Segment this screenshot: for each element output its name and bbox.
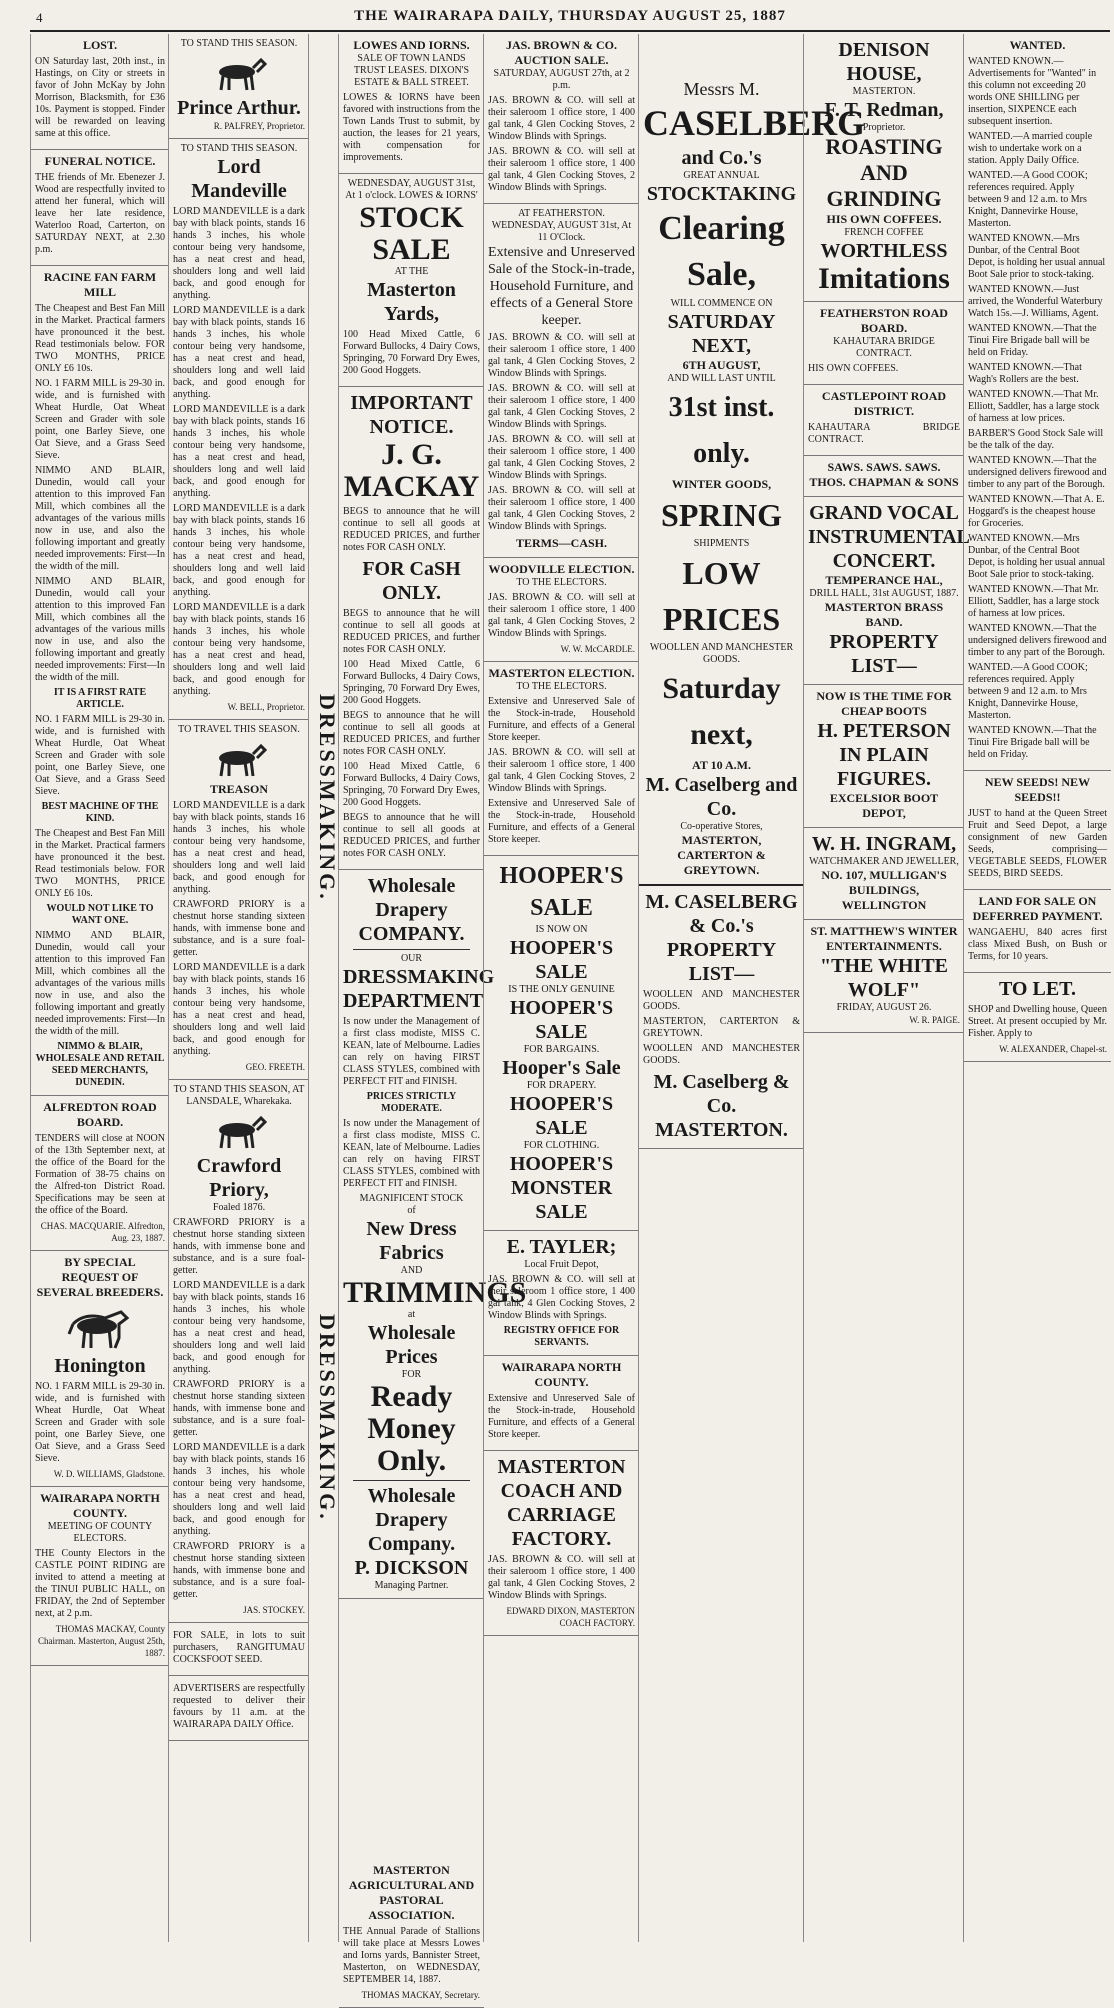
tayler-body: JAS. BROWN & CO. will sell at their saleroom 1 office store, 1 400 gal tank, 4 Glen Cocking Stoves, 2 Window Blinds with Springs. [488,1274,635,1321]
dressmaking-department: DRESSMAKING DEPARTMENT [343,966,495,1012]
funeral-notice-ad [31,150,169,266]
last-until: AND WILL LAST UNTIL [667,373,776,384]
stand-prince-arthur-ad [169,34,309,139]
winter-goods: WINTER GOODS, [671,477,772,491]
peterson-name: H. PETERSON [817,720,951,742]
kahautara: KAHAUTARA BRIDGE CONTRACT. [833,336,935,359]
north-county-body: Extensive and Unreserved Sale of the Stock-in-trade, Household Furniture, and effects of a General Store keeper. [488,1393,635,1440]
column-1 [30,34,169,1942]
towns: MASTERTON, CARTERTON & GREYTOWN. [677,833,766,877]
woollen-goods: WOOLLEN AND MANCHESTER GOODS. [649,642,794,665]
masterton-election-heading: MASTERTON ELECTION. [488,666,635,680]
mackay-prices-3: BEGS to announce that he will continue to sell all goods at REDUCED PRICES, and further notes FOR CASH ONLY. [343,710,480,757]
magnificent-stock: MAGNIFICENT STOCK [359,1193,464,1204]
featherston-list-2: JAS. BROWN & CO. will sell at their saleroom 1 office store, 1 400 gal tank, 4 Glen Cocking Stoves, 2 Window Blinds with Springs. [488,383,635,430]
north-signature: THOMAS MACKAY, County Chairman. Masterton, August 25th, 1887. [38,1624,165,1658]
lost-body: ON Saturday last, 20th inst., in Hastings, on City or streets in favor of John McKay by John Morrison, Blacksmith, for £36 10s. Payment is stopped. Finder will be rewarded on leaving same at this office. [35,56,165,139]
only-genuine: IS THE ONLY GENUINE [508,984,615,995]
featherston-board-ad [804,302,964,385]
to-let-signature: W. ALEXANDER, Chapel-st. [999,1044,1107,1054]
prices-moderate: PRICES STRICTLY MODERATE. [366,1091,457,1114]
manager-name: P. DICKSON [354,1557,469,1579]
castlepoint-heading: CASTLEPOINT ROAD DISTRICT. [821,389,947,418]
st-matthews-ad [804,920,964,1033]
wanted-11: WANTED KNOWN.—That A. E. Hoggard's is the cheapest house for Groceries. [968,494,1105,529]
wanted-6b: WANTED KNOWN.—That the Tinui Fire Brigade ball will be held on Friday. [968,725,1097,760]
mackay-prices-4: 100 Head Mixed Cattle, 6 Forward Bullocks, 4 Dairy Cows, Springing, 70 Forward Dry Ewes, 200 Good Hoggets. [343,761,480,808]
breeders-signature: W. D. WILLIAMS, Gladstone. [53,1469,165,1479]
wanted-heading: WANTED. [1009,38,1066,52]
alfredton-heading: ALFREDTON ROAD BOARD. [43,1100,157,1129]
election-body-2: JAS. BROWN & CO. will sell at their saleroom 1 office store, 1 400 gal tank, 4 Glen Cocking Stoves, 2 Window Blinds with Springs. [488,747,635,794]
land-body: WANGAEHU, 840 acres first class Mixed Bush, on Bush or Terms, for 10 years. [968,927,1107,962]
denison-name: DENISON HOUSE, [838,39,930,85]
racine-body-3b: NIMMO AND BLAIR, Dunedin, would call your attention to this improved Fan Mill, which combines all the advantages of the various mills now in use, and also the following important and greatly needed improvements: First—In the width of the mill. [35,930,165,1037]
woodville-body: JAS. BROWN & CO. will sell at their saleroom 1 office store, 1 400 gal tank, 4 Glen Cocking Stoves, 2 Window Blinds with Springs. [488,592,635,639]
lowes-subheading: SALE OF TOWN LANDS TRUST LEASES. DIXON'S ESTATE & BALL STREET. [353,53,470,88]
woodville-ad [484,558,639,662]
lord-mandeville-body-3: LORD MANDEVILLE is a dark bay with black points, stands 16 hands 3 inches, his whole contour being very handsome, has a neat crest and head, shoulders long and well laid back, and good enough for anything. [173,404,305,499]
north-heading: WAIRARAPA NORTH COUNTY. [40,1491,160,1520]
and-cos: and Co.'s [681,147,762,169]
wholesale-prices: Wholesale Prices [367,1322,456,1368]
saws-heading: SAWS. SAWS. SAWS. [827,460,941,474]
masterton-election-ad [484,662,639,856]
hoopers-monster-sale: HOOPER'S MONSTER SALE [509,1153,614,1223]
dressmaking-vertical-2: DRESSMAKING. [315,1314,340,1522]
kahautara-body: HIS OWN COFFEES. [808,363,899,374]
of-label: of [407,1205,416,1216]
ready-money-only: Ready Money Only. [367,1380,456,1477]
auction-date: SATURDAY, AUGUST 27th, at 2 p.m. [493,68,630,91]
masterton-ag-ad [339,1859,484,2008]
excelsior: EXCELSIOR BOOT DEPOT, [829,791,939,820]
property-list-ad [639,886,804,1149]
tayler-ad [484,1231,639,1356]
wanted-3: WANTED.—A Good COOK; references required. Apply between 9 and 12 a.m. to Mrs Knight, Dannevirke House, Masterton. [968,170,1088,229]
lord-mandeville-name: Lord Mandeville [191,156,287,202]
peterson-ad [804,685,964,828]
horse-name: Honington [54,1355,146,1377]
wanted-7: WANTED KNOWN.—That Wagh's Rollers are the best. [968,362,1082,385]
dressmaking-body-2: Is now under the Management of a first class modiste, MISS C. KEAN, late of Melbourne. Ladies can rely on having FIRST CLASS STYLES, combined with PERFECT FIT and FINISH. [343,1118,480,1189]
crawford-priory-name: Crawford Priory, [196,1155,282,1201]
mackay-prices-2: 100 Head Mixed Cattle, 6 Forward Bullocks, 4 Dairy Cows, Springing, 70 Forward Dry Ewes, 200 Good Hoggets. [343,659,480,706]
stock-sale-heading: STOCK SALE [359,201,464,266]
treason-body-2: CRAWFORD PRIORY is a chestnut horse standing sixteen hands, with immense bone and substance, and is a sure foal-getter. [173,899,305,958]
breeders-body: NO. 1 FARM MILL is 29-30 in. wide, and is furnished with Wheat Hurdle, Oat Wheat Screen and Grader with sole point, one Barley Sieve, one Oat Sieve, and a Grass Seed Sieve. [35,1381,165,1464]
column-2 [168,34,309,1942]
advertisers-body: ADVERTISERS are respectfully requested to deliver their favours by 11 a.m. at the WAIRARAPA DAILY Office. [173,1683,305,1730]
masterton-brass: MASTERTON BRASS BAND. [824,600,944,629]
ingram-ad [804,828,964,920]
mackay-ad [339,387,484,870]
would-not-lose: WOULD NOT LIKE TO WANT ONE. [46,903,154,926]
treason-body-3: LORD MANDEVILLE is a dark bay with black points, stands 16 hands 3 inches, his whole contour being very handsome, has a neat crest and head, shoulders long and well laid back, and good enough for anything. [173,962,305,1057]
manager-title: Managing Partner. [374,1580,449,1591]
cash-only: FOR CaSH ONLY. [362,558,461,604]
sale-date: 6TH AUGUST, [682,358,761,372]
coach-factory-ad [484,1451,639,1636]
wanted-1: WANTED KNOWN.—Advertisements for "Wanted" in this column not exceeding 20 words ONE SHILLING per insertion, SIXPENCE each subsequent insertion. [968,56,1097,127]
stocktaking: STOCKTAKING [646,183,797,205]
property-body: WOOLLEN AND MANCHESTER GOODS. [643,989,800,1012]
coop-stores: Co-operative Stores, [680,821,763,832]
at-label: at [407,1309,416,1320]
treason-body: LORD MANDEVILLE is a dark bay with black points, stands 16 hands 3 inches, his whole contour being very handsome, has a neat crest and head, shoulders long and well laid back, and good enough for anything. [173,800,305,895]
coach-signature: EDWARD DIXON, MASTERTON COACH FACTORY. [506,1606,635,1628]
lord-mandeville-body: LORD MANDEVILLE is a dark bay with black points, stands 16 hands 3 inches, his whole contour being very handsome, has a neat crest and head, shoulders long and well laid back, and good enough for anything. [173,206,305,301]
wholesale-drapery-ad [339,870,527,1599]
masterton-sign: MASTERTON. [655,1119,788,1141]
auction-heading: AUCTION SALE. [514,53,609,67]
column-4 [338,34,527,2000]
racine-body-3: NIMMO AND BLAIR, Dunedin, would call your attention to this improved Fan Mill, which combines all the advantages of the various mills now in use, and also the following important and greatly needed improvements: First—In the width of the mill. [35,576,165,683]
crawford-body-4: LORD MANDEVILLE is a dark bay with black points, stands 16 hands 3 inches, his whole contour being very handsome, has a neat crest and head, shoulders long and well laid back, and good enough for anything. [173,1442,305,1537]
featherston-body: Extensive and Unreserved Sale of the Stock-in-trade, Household Furniture, and effects of a General Store keeper. [488,245,635,328]
denison-masterton: MASTERTON. [852,86,916,97]
north-county-heading: WAIRARAPA NORTH COUNTY. [501,1360,622,1389]
racine-mill-ad [31,266,169,1096]
mackay-name: J. G. MACKAY [343,438,480,503]
lowes-heading: LOWES AND IORNS. [353,38,470,52]
racine-heading: RACINE FAN FARM MILL [43,270,157,299]
jas-brown-ad [484,34,639,204]
hoopers-sale-4: Hooper's Sale [502,1057,621,1079]
stock-sale-ad [339,174,484,387]
property-list-heading: M. CASELBERG & Co.'s PROPERTY LIST— [645,891,798,985]
imitations: Imitations [818,262,950,295]
own-coffees: HIS OWN COFFEES. [826,212,942,226]
land-heading: LAND FOR SALE ON DEFERRED PAYMENT. [972,894,1103,923]
wdc-name: Wholesale Drapery Company. [367,1485,456,1555]
registry-office: REGISTRY OFFICE FOR SERVANTS. [503,1325,620,1348]
paige-signature: W. R. PAIGE. [909,1015,960,1025]
saturday-next-2: Saturday next, [662,672,781,751]
last-date: 31st inst. only. [668,392,775,469]
to-let-ad [964,973,1111,1062]
stock-at: AT THE [394,266,429,277]
featherston-board: FEATHERSTON ROAD BOARD. [820,306,948,335]
instrumental-concert: INSTRUMENTAL CONCERT. [808,526,970,572]
column-7 [803,34,970,1942]
wanted-8: WANTED KNOWN.—That Mr. Elliott, Saddler, has a large stock of harness at low prices. [968,389,1100,424]
travel-heading: TO TRAVEL THIS SEASON. [178,724,300,735]
important-notice: IMPORTANT NOTICE. [350,392,473,438]
crawford-body: CRAWFORD PRIORY is a chestnut horse standing sixteen hands, with immense bone and substance, and is a sure foal-getter. [173,1217,305,1276]
will-commence: WILL COMMENCE ON [670,298,773,309]
prince-arthur-signature: R. PALFREY, Proprietor. [213,121,305,131]
funeral-body: THE friends of Mr. Ebenezer J. Wood are respectfully invited to attend her funeral, which will leave her late residence, Waterloo Road, Carterton, on SATURDAY NEXT, at 2.30 p.m. [35,172,165,255]
lord-mandeville-body-5: LORD MANDEVILLE is a dark bay with black points, stands 16 hands 3 inches, his whole contour being very handsome, has a neat crest and head, shoulders long and well laid back, and good enough for anything. [173,602,305,697]
column-3 [308,34,339,1942]
hoopers-sale-heading: HOOPER'S SALE [499,863,624,921]
featherston-list: JAS. BROWN & CO. will sell at their saleroom 1 office store, 1 400 gal tank, 4 Glen Cocking Stoves, 2 Window Blinds with Springs. [488,332,635,379]
stock-intro: WEDNESDAY, AUGUST 31st, At 1 o'clock. LOWES & IORNS' [345,178,478,201]
alfredton-body: TENDERS will close at NOON of the 13th September next, at the office of the Board for the Formation of 38-75 chains on the Alfred-ton District Road. Specifications may be seen at the office of the Board. [35,1133,165,1216]
to-let-body: SHOP and Dwelling house, Queen Street. At present occupied by Mr. Fisher. Apply to [968,1004,1107,1039]
terms-cash: TERMS—CASH. [515,536,607,550]
wanted-6: WANTED KNOWN.—That the Tinui Fire Brigade ball will be held on Friday. [968,323,1097,358]
wanted-ads [964,34,1111,771]
lord-mandeville-signature: W. BELL, Proprietor. [227,702,305,712]
featherston-list-3: JAS. BROWN & CO. will sell at their saleroom 1 office store, 1 400 gal tank, 4 Glen Cocking Stoves, 2 Window Blinds with Springs. [488,434,635,481]
wanted-2: WANTED.—A married couple wish to undertake work on a station. Apply Daily Office. [968,131,1093,166]
wanted-5: WANTED KNOWN.—Just arrived, the Wonderful Waterbury Watch 15s.—J. Williams, Agent. [968,284,1103,319]
wanted-4: WANTED KNOWN.—Mrs Dunbar, of the Central Boot Depot, is holding her usual annual Boot Sale prior to stock-taking. [968,233,1106,280]
land-ad [964,890,1111,973]
alfredton-ad [31,1096,169,1251]
is-now-on: IS NOW ON [535,924,588,935]
our-label: OUR [400,953,423,964]
featherston-heading: AT FEATHERSTON. [518,208,605,219]
featherston-date: WEDNESDAY, AUGUST 31st, At 11 O'Clock. [491,220,632,243]
horse-illustration [209,54,269,92]
lord-mandeville-body-4: LORD MANDEVILLE is a dark bay with black points, stands 16 hands 3 inches, his whole contour being very handsome, has a neat crest and head, shoulders long and well laid back, and good enough for anything. [173,503,305,598]
lost-ad [31,34,169,150]
french-coffee: FRENCH COFFEE [844,227,924,238]
to-let-heading: TO LET. [998,978,1077,1000]
for-drapery: FOR DRAPERY. [526,1080,597,1091]
prince-arthur-name: Prince Arthur. [177,97,301,119]
page-title: THE WAIRARAPA DAILY, THURSDAY AUGUST 25, 1887 [354,8,786,24]
wanted-3b: WANTED.—A Good COOK; references required. Apply between 9 and 12 a.m. to Mrs Knight, Dannevirke House, Masterton. [968,662,1088,721]
wellington: WELLINGTON [841,898,927,912]
cocksfoot-ad [169,1623,309,1676]
low-prices: LOW PRICES [662,555,781,637]
cocksfoot-body: FOR SALE, in lots to suit purchasers, RANGITUMAU COCKSFOOT SEED. [173,1630,305,1665]
column-8 [963,34,1111,1942]
horse-illustration [209,1112,269,1150]
treason-signature: GEO. FREETH. [245,1062,305,1072]
redman-name: F. T. Redman, [824,99,944,121]
north-subheading: MEETING OF COUNTY ELECTORS. [47,1521,153,1544]
masterton-yards: Masterton Yards, [367,279,456,325]
alfredton-signature: CHAS. MACQUARIE. Alfredton, Aug. 23, 1887. [40,1221,165,1243]
trimmings: TRIMMINGS [343,1276,527,1309]
new-seeds: NEW SEEDS! NEW SEEDS!! [984,775,1091,804]
fruit-depot: Local Fruit Depot, [524,1259,599,1270]
hoopers-sale-5: HOOPER'S SALE [509,1093,614,1139]
stand-lord-mandeville-ad [169,139,309,720]
racine-body-3: NIMMO AND BLAIR, Dunedin, would call your attention to this improved Fan Mill, which combines all the advantages of the various mills now in use, and also the following important and greatly needed improvements: First—In the width of the mill. [35,465,165,572]
tayler-name: E. TAYLER; [506,1236,617,1258]
crawford-body-2: LORD MANDEVILLE is a dark bay with black points, stands 16 hands 3 inches, his whole contour being very handsome, has a neat crest and head, shoulders long and well laid back, and good enough for anything. [173,1280,305,1375]
seeds-body: JUST to hand at the Queen Street Fruit and Seed Depot, a large consignment of new Garden Seeds, comprising—VEGETABLE SEEDS, FLOWER SEEDS, BIRD SEEDS. [968,808,1107,879]
featherston-ad [484,204,639,558]
coach-factory-heading: MASTERTON COACH AND CARRIAGE FACTORY. [497,1456,626,1550]
treason-name: TREASON [209,782,268,796]
stand-heading-2: TO STAND THIS SEASON. [180,143,298,154]
jas-brown-heading: JAS. BROWN & CO. [505,38,617,52]
treason-ad [169,720,309,1080]
crawford-priory-ad [169,1080,309,1623]
masthead [30,4,1110,32]
racine-body-2b: NO. 1 FARM MILL is 29-30 in. wide, and is furnished with Wheat Hurdle, Oat Wheat Screen and Grader with sole point, one Barley Sieve, one Oat Sieve, and a Grass Seed Sieve. [35,714,165,797]
wanted-9: BARBER'S Good Stock Sale will be the talk of the day. [968,428,1104,451]
mackay-body: BEGS to announce that he will continue to sell all goods at REDUCED PRICES, and further notes FOR CASH ONLY. [343,506,480,553]
breeders-heading: BY SPECIAL REQUEST OF SEVERAL BREEDERS. [36,1255,164,1299]
crawford-body-5: CRAWFORD PRIORY is a chestnut horse standing sixteen hands, with immense bone and substance, and is a sure foal-getter. [173,1541,305,1600]
racine-body: The Cheapest and Best Fan Mill in the Market. Practical farmers have pronounced it the best. Read testimonials below. FOR TWO MONTHS, PRICE ONLY £6 10s. [35,303,165,374]
clearing-sale: Clearing Sale, [658,210,785,293]
north-county-notice [484,1356,639,1451]
temperance-hall: TEMPERANCE HAL, [825,573,943,587]
coach-body: JAS. BROWN & CO. will sell at their saleroom 1 office store, 1 400 gal tank, 4 Glen Cocking Stoves, 2 Window Blinds with Springs. [488,1554,635,1601]
column-5 [483,34,639,1942]
page-number: 4 [36,10,43,25]
saws-ad [804,456,964,497]
messrs: Messrs M. [683,79,760,99]
auction-body-2: JAS. BROWN & CO. will sell at their saleroom 1 office store, 1 400 gal tank, 4 Glen Cocking Stoves, 2 Window Blinds with Springs. [488,146,635,193]
stand-heading: TO STAND THIS SEASON. [180,38,298,49]
electors-heading-2: TO THE ELECTORS. [516,681,607,692]
property-body-3: WOOLLEN AND MANCHESTER GOODS. [643,1043,800,1066]
masterton-ag-signature: THOMAS MACKAY, Secretary. [361,1990,480,2000]
and-label: AND [400,1265,423,1276]
dressmaking-vertical-1: DRESSMAKING. [315,694,340,902]
for-clothing: FOR CLOTHING. [523,1140,600,1151]
spring: SPRING [661,497,782,533]
advertisers-notice [169,1676,309,1741]
breeders-ad [31,1251,169,1487]
wanted-10b: WANTED KNOWN.—That the undersigned delivers firewood and timber to any part of the Borough. [968,623,1107,658]
electors-heading: TO THE ELECTORS. [516,577,607,588]
mackay-prices-5: BEGS to announce that he will continue to sell all goods at REDUCED PRICES, and further notes FOR CASH ONLY. [343,812,480,859]
new-dress-fabrics: New Dress Fabrics [366,1218,457,1264]
chapman-name: THOS. CHAPMAN & SONS [809,475,959,489]
hoopers-sale-ad [484,856,639,1231]
seed-merchants: NIMMO & BLAIR, WHOLESALE AND RETAIL SEED MERCHANTS, DUNEDIN. [35,1041,165,1088]
hoopers-sale-3: HOOPER'S SALE [509,997,614,1043]
woodville-signature: W. W. McCARDLE. [560,644,635,654]
caselberg-name: CASELBERG [643,103,866,143]
worthless: WORTHLESS [820,240,948,262]
st-matthews: ST. MATTHEW'S WINTER ENTERTAINMENTS. [810,924,958,953]
lost-heading: LOST. [82,38,118,52]
lowes-body: LOWES & IORNS have been favored with instructions from the Town Lands Trust to submit, by auction, the leases for 21 years, with compensation for improvements. [343,92,480,163]
north-body: THE County Electors in the CASTLE POINT RIDING are invited to attend a meeting at the TINUI PUBLIC HALL, on FRIDAY, the 2nd of September next, at 2 p.m. [35,1548,165,1619]
saturday-next: SATURDAY NEXT, [667,311,776,357]
drill-hall: DRILL HALL, 31st AUGUST, 1887. [809,588,959,599]
concert-ad [804,497,970,685]
stock-list: 100 Head Mixed Cattle, 6 Forward Bullocks, 4 Dairy Cows, Springing, 70 Forward Dry Ewes, 200 Good Hoggets. [343,329,480,376]
redman-proprietor: Proprietor. [862,122,906,133]
hoopers-sale-2: HOOPER'S SALE [509,937,614,983]
auction-body: JAS. BROWN & CO. will sell at their saleroom 1 office store, 1 400 gal tank, 4 Glen Cocking Stoves, 2 Window Blinds with Springs. [488,95,635,142]
for-bargains: FOR BARGAINS. [523,1044,600,1055]
election-body-3: Extensive and Unreserved Sale of the Stock-in-trade, Household Furniture, and effects of a General Store keeper. [488,798,635,845]
crawford-signature: JAS. STOCKEY. [243,1605,305,1615]
great-annual: GREAT ANNUAL [683,170,760,181]
masterton-ag-body: THE Annual Parade of Stallions will take place at Messrs Lowes and Iorns yards, Bannister Street, Masterton, on WEDNESDAY, SEPTEMBER 14, 1887. [343,1926,480,1985]
lord-mandeville-body-2: LORD MANDEVILLE is a dark bay with black points, stands 16 hands 3 inches, his whole contour being very handsome, has a neat crest and head, shoulders long and well laid back, and good enough for anything. [173,305,305,400]
roasting-grinding: ROASTING AND GRINDING [825,134,943,211]
wanted-8b: WANTED KNOWN.—That Mr. Elliott, Saddler, has a large stock of harness at low prices. [968,584,1100,619]
stand-heading-3: TO STAND THIS SEASON, AT LANSDALE, Wharekaka. [173,1084,305,1107]
horse-illustration [209,740,269,778]
crawford-body-3: CRAWFORD PRIORY is a chestnut horse standing sixteen hands, with immense bone and substance, and is a sure foal-getter. [173,1379,305,1438]
castlepoint-ad [804,385,964,456]
ten-am: AT 10 A.M. [692,758,751,772]
lowes-iorns-ad [339,34,484,174]
funeral-heading: FUNERAL NOTICE. [44,154,156,168]
castlepoint-body: KAHAUTARA BRIDGE CONTRACT. [808,422,960,445]
crawford-foaled: Foaled 1876. [212,1202,266,1213]
for-label: FOR [401,1369,422,1380]
cheap-boots: NOW IS THE TIME FOR CHEAP BOOTS [816,689,952,718]
horse-illustration [65,1304,135,1350]
caselberg-sign: M. Caselberg & Co. [653,1071,790,1117]
mulligans: NO. 107, MULLIGAN'S BUILDINGS, [821,868,947,897]
wanted-4b: WANTED KNOWN.—Mrs Dunbar, of the Central Boot Depot, is holding her usual annual Boot Sale prior to stock-taking. [968,533,1106,580]
shipments: SHIPMENTS [693,538,750,549]
election-body: Extensive and Unreserved Sale of the Stock-in-trade, Household Furniture, and effects of a General Store keeper. [488,696,635,743]
white-wolf: "THE WHITE WOLF" [820,955,948,1001]
north-county-ad [31,1487,169,1666]
wanted-10: WANTED KNOWN.—That the undersigned delivers firewood and timber to any part of the Borough. [968,455,1107,490]
best-machine: BEST MACHINE OF THE KIND. [41,801,159,824]
denison-house-ad [804,34,964,302]
dressmaking-body: Is now under the Management of a first class modiste, MISS C. KEAN, late of Melbourne. Ladies can rely on having FIRST CLASS STYLES, combined with PERFECT FIT and FINISH. [343,1016,480,1087]
mackay-prices-1: BEGS to announce that he will continue to sell all goods at REDUCED PRICES, and further notes FOR CASH ONLY. [343,608,480,655]
racine-body-b: The Cheapest and Best Fan Mill in the Market. Practical farmers have pronounced it the best. Read testimonials below. FOR TWO MONTHS, PRICE ONLY £6 10s. [35,828,165,899]
racine-body-2: NO. 1 FARM MILL is 29-30 in. wide, and is furnished with Wheat Hurdle, Oat Wheat Screen and Grader with sole point, one Barley Sieve, one Oat Sieve, and a Grass Seed Sieve. [35,378,165,461]
property-body-2: MASTERTON, CARTERTON & GREYTOWN. [643,1016,800,1039]
seeds-ad [964,771,1111,890]
masterton-ag-heading: MASTERTON AGRICULTURAL AND PASTORAL ASSOCIATION. [348,1863,475,1922]
wholesale-heading: Wholesale Drapery COMPANY. [358,875,465,945]
best-article: IT IS A FIRST RATE ARTICLE. [53,687,147,710]
featherston-list-4: JAS. BROWN & CO. will sell at their saleroom 1 office store, 1 400 gal tank, 4 Glen Cocking Stoves, 2 Window Blinds with Springs. [488,485,635,532]
plain-figures: IN PLAIN FIGURES. [837,744,931,790]
property-list-2: PROPERTY LIST— [829,631,939,677]
white-wolf-date: FRIDAY, AUGUST 26. [836,1002,932,1013]
woodville-heading: WOODVILLE ELECTION. [488,562,635,576]
grand-vocal: GRAND VOCAL [809,502,959,524]
watchmaker: WATCHMAKER AND JEWELLER, [809,856,959,867]
ingram-name: W. H. INGRAM, [811,833,957,855]
coop-name: M. Caselberg and Co. [645,774,798,820]
